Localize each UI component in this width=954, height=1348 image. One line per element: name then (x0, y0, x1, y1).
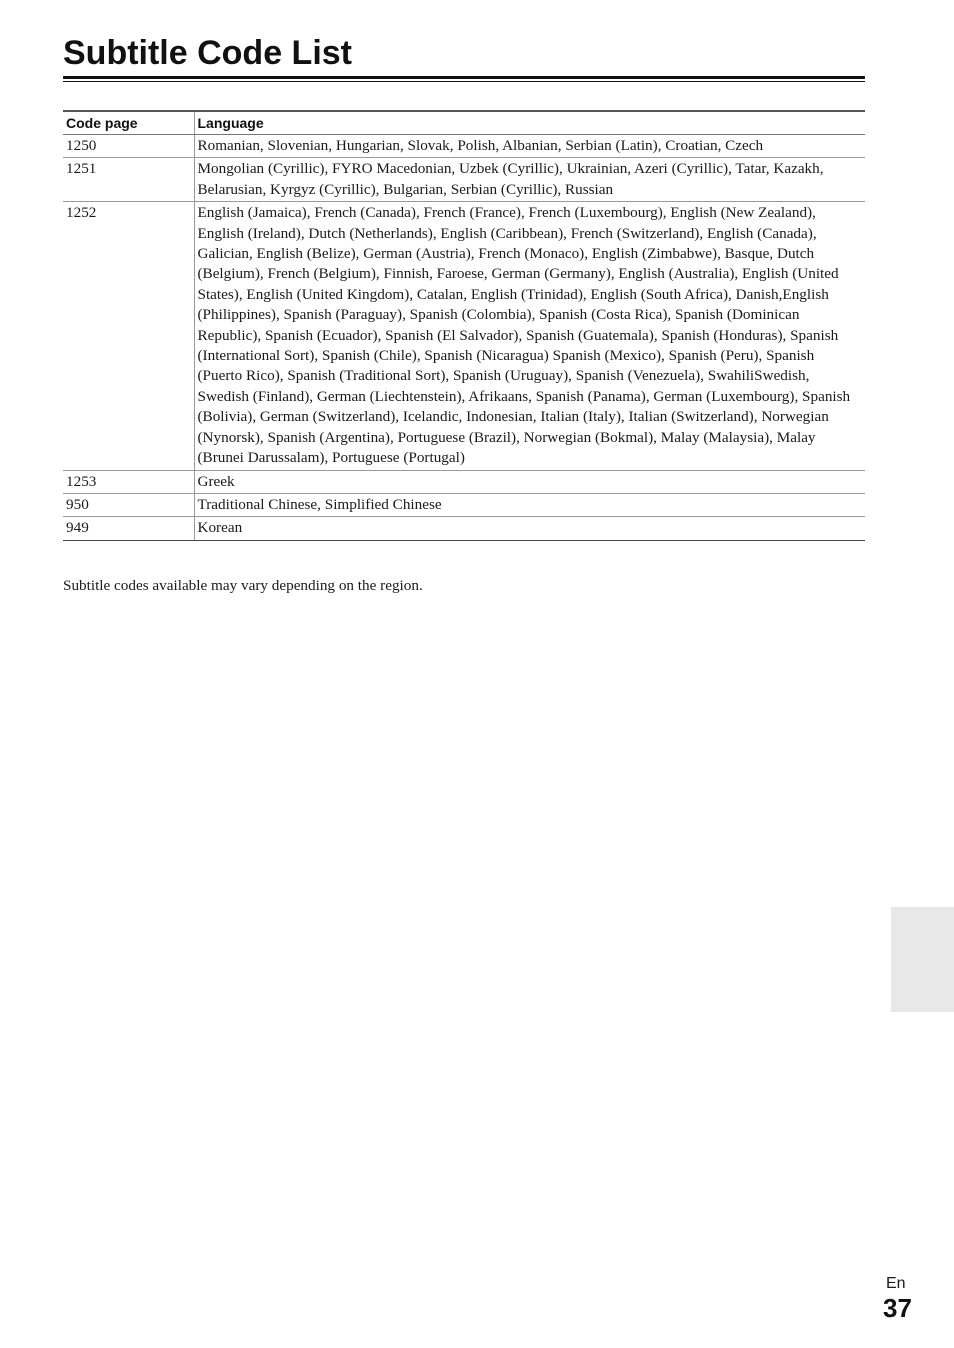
subtitle-code-table (63, 110, 865, 541)
table-row (63, 158, 865, 202)
table-row (63, 135, 865, 158)
code-page-cell: 1251 (63, 158, 194, 202)
language-cell: Traditional Chinese, Simplified Chinese (194, 493, 865, 516)
title-rule (63, 76, 865, 79)
language-cell: Romanian, Slovenian, Hungarian, Slovak, Polish, Albanian, Serbian (Latin), Croatian, Czech (194, 135, 865, 158)
title-rule-thin (63, 81, 865, 82)
table-row (63, 470, 865, 493)
region-footnote: Subtitle codes available may vary depending on the region. (63, 577, 423, 594)
table-row (63, 517, 865, 540)
table-row (63, 493, 865, 516)
section-side-tab (891, 907, 954, 1012)
page-number: 37 (883, 1293, 912, 1323)
table-row (63, 202, 865, 470)
column-header-code-page: Code page (63, 111, 194, 135)
language-cell: Mongolian (Cyrillic), FYRO Macedonian, Uzbek (Cyrillic), Ukrainian, Azeri (Cyrillic), Tatar, Kazakh, Belarusian, Kyrgyz (Cyrillic), Bulgarian, Serbian (Cyrillic), Russian (194, 158, 865, 202)
page-title: Subtitle Code List (63, 34, 352, 72)
code-page-cell: 1253 (63, 470, 194, 493)
language-cell: English (Jamaica), French (Canada), French (France), French (Luxembourg), English (New Zealand), English (Ireland), Dutch (Netherlands), English (Caribbean), French (Switzerland), English (Canada), Galician, English (Belize), German (Austria), French (Monaco), English (Zimbabwe), Basque, Dutch (Belgium), French (Belgium), Finnish, Faroese, German (Germany), English (Australia), English (United States), English (United Kingdom), Catalan, English (Trinidad), English (South Africa), Danish,English (Philippines), Spanish (Paraguay), Spanish (Colombia), Spanish (Costa Rica), Spanish (Dominican Republic), Spanish (Ecuador), Spanish (El Salvador), Spanish (Guatemala), Spanish (Honduras), Spanish (International Sort), Spanish (Chile), Spanish (Nicaragua) Spanish (Mexico), Spanish (Peru), Spanish (Puerto Rico), Spanish (Traditional Sort), Spanish (Uruguay), Spanish (Venezuela), SwahiliSwedish, Swedish (Finland), German (Liechtenstein), Afrikaans, Spanish (Panama), German (Luxembourg), Spanish (Bolivia), German (Switzerland), Icelandic, Indonesian, Italian (Italy), Italian (Switzerland), Norwegian (Nynorsk), Spanish (Argentina), Portuguese (Brazil), Norwegian (Bokmal), Malay (Malaysia), Malay (Brunei Darussalam), Portuguese (Portugal) (194, 202, 865, 470)
table-header-row (63, 111, 865, 135)
code-page-cell: 950 (63, 493, 194, 516)
language-cell: Greek (194, 470, 865, 493)
language-label: En (886, 1275, 906, 1292)
code-page-cell: 1250 (63, 135, 194, 158)
language-cell: Korean (194, 517, 865, 540)
code-page-cell: 949 (63, 517, 194, 540)
column-header-language: Language (194, 111, 865, 135)
code-page-cell: 1252 (63, 202, 194, 470)
